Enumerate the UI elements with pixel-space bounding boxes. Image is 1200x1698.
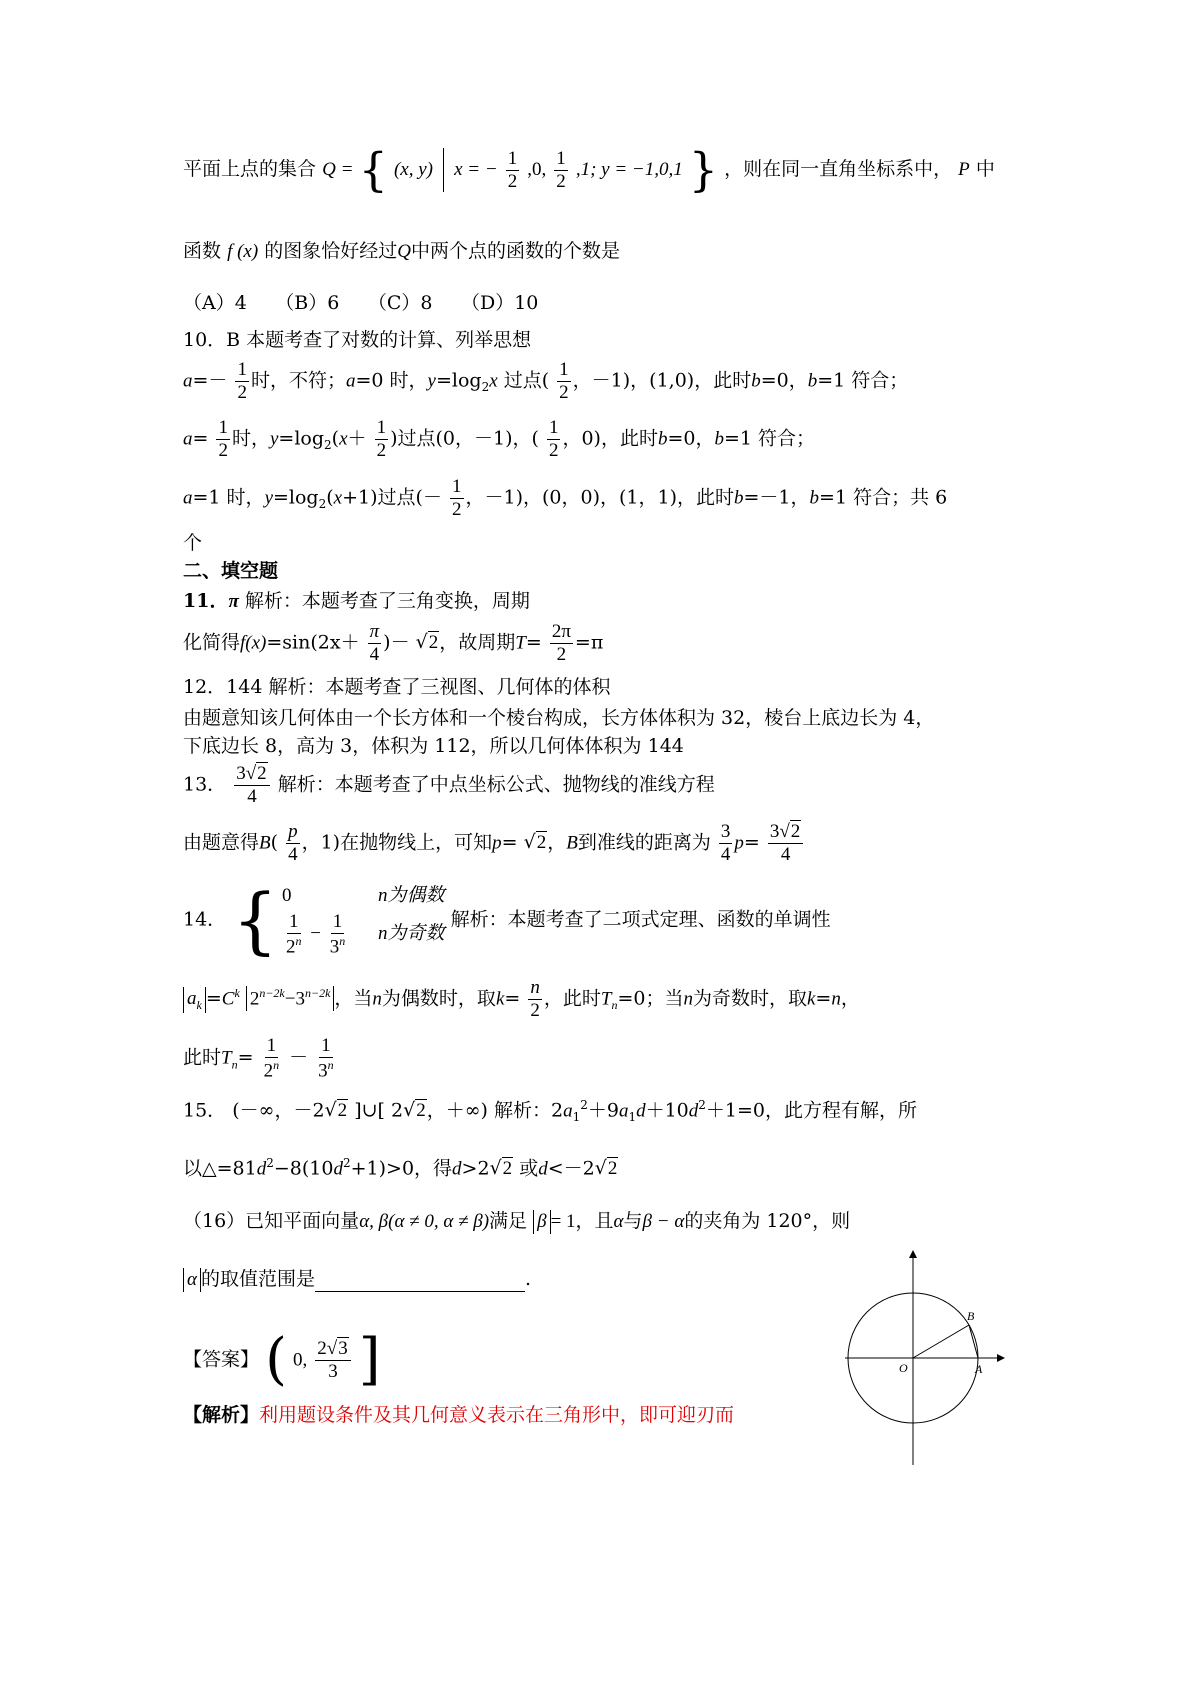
a10-line1: a=－ $\frac{1}{2}$ 时，不符；a=0 时，$y=\log_2x$ 过点( $\frac{1}{2}$ ，－1)，(1,0)，此时b=0，b=1 符合； [183,359,909,403]
fraction: $\frac{1}{2}$ [548,417,559,461]
right-brace: } [688,142,719,197]
segment-OB [913,1325,969,1358]
fraction: $\frac{p}{4}$ [288,821,298,865]
a11-line2: 化简得f(x)=sin(2x＋ $\frac{\pi}{4}$ )－ √2，故周期T= $\frac{2\pi}{2}$ =π [183,621,604,665]
text: ，则在同一直角坐标系中， [724,158,953,180]
fraction: $\frac{3}{4}$ [720,821,731,865]
q9-line2: 函数 f (x) 的图象恰好经过Q中两个点的函数的个数是 [183,240,620,262]
fraction: $\frac{1}{2}$ [376,417,387,461]
answer-blank [315,1273,525,1292]
segment-BA [969,1325,978,1358]
q16-line2: α 的取值范围是 . [183,1268,531,1292]
fraction: $\frac{2\pi}{2}$ [551,621,571,665]
text: P [958,159,970,180]
text: = [341,159,353,180]
fraction: $\frac{1}{2}$ [452,476,462,520]
a10-head: 10．B 本题考查了对数的计算、列举思想 [183,329,532,351]
fraction: $\frac{1}{2}$ [559,359,569,403]
a14-line2: $a_k =C^k$ $2^{n-2k}-3^{n-2k}$ ，当n为偶数时，取k= $\frac{n}{2}$ ，此时$T_n=0$；当n为奇数时，取k=n， [183,978,860,1021]
a11-head: 11．π 解析：本题考查了三角变换，周期 [183,590,530,612]
fraction: $\frac{1}{3^n}$ [318,1035,334,1082]
circle-figure [835,1240,1035,1470]
right-bracket: ] [358,1327,381,1392]
abs-value: $2^{n-2k}-3^{n-2k}$ [246,986,335,1011]
text: x = − [454,159,498,180]
piecewise-cases: { 0 n为偶数 $\frac{1}{2^n}$ − $\frac{1}{3^n}$ n为奇数 [232,877,445,962]
a14-line3: 此时$T_n=$ $\frac{1}{2^n}$ － $\frac{1}{3^n}$ [183,1035,334,1082]
text: (x, y) [393,159,433,180]
fraction: $\frac{\pi}{4}$ [369,621,380,665]
fraction: $\frac{n}{2}$ [530,977,540,1021]
text: ,0, [527,159,547,180]
a12-head: 12．144 解析：本题考查了三视图、几何体的体积 [183,676,611,698]
a15-line1: 15． (－∞，－2√2 ]∪[ 2√2，＋∞) 解析：$2a_1^2+9a_1d+10d^2+1=0$，此方程有解，所 [183,1098,918,1125]
a12-line2: 由题意知该几何体由一个长方体和一个棱台构成，长方体体积为 32，棱台上底边长为 4， [183,707,935,729]
sqrt: √2 [523,831,547,854]
text: 中 [975,158,995,180]
abs-value: α [183,1268,201,1292]
a13-head: 13． $\frac{3√2}{4}$ 解析：本题考查了中点坐标公式、抛物线的准线方程 [183,763,715,807]
fraction: $\frac{1}{2}$ [218,417,228,461]
set-symbol: Q [322,159,336,180]
left-brace: { [358,142,388,197]
sqrt: √2 [415,631,439,654]
fraction: $\frac{1}{2^n}$ [263,1035,280,1082]
q16-answer: 【答案】 ( 0, $\frac{2√3}{3}$ ] [183,1327,381,1392]
section-title: 二、填空题 [183,560,279,582]
abs-value: β [533,1210,550,1234]
label-B: B [967,1309,975,1323]
left-paren: ( [265,1327,287,1392]
abs-value: $a_k$ [183,987,206,1013]
a10-line2: a= $\frac{1}{2}$ 时，$y=\log_2(x+$ $\frac{1}{2}$ )过点(0，－1)，( $\frac{1}{2}$ ，0)，此时b=0，b=1 符合； [183,417,816,461]
q9-options: （A）4 （B）6 （C）8 （D）10 [183,292,539,314]
fraction: $\frac{1}{2}$ [556,147,566,192]
label-O: O [899,1361,908,1375]
fraction: $\frac{3√2}{4}$ [768,822,803,865]
a10-line3: a=1 时，$y=\log_2(x+1)$过点(－ $\frac{1}{2}$ ，－1)，(0，0)，(1，1)，此时b=－1，b=1 符合；共 6 [183,476,948,520]
a13-line2: 由题意得B( $\frac{p}{4}$ ，1)在抛物线上，可知p= √2，B到准线的距离为 $\frac{3}{4}$ p= $\frac{3√2}{4}$ [183,822,805,865]
a10-line4: 个 [183,532,203,554]
q16-analysis: 【解析】利用题设条件及其几何意义表示在三角形中，即可迎刃而 [183,1404,735,1426]
q16-line1: （16）已知平面向量α, β(α ≠ 0, α ≠ β)满足 β = 1，且α与β − α的夹角为 120°，则 [183,1210,851,1232]
fraction: $\frac{1}{2}$ [507,147,518,192]
text: ,1; y = −1,0,1 [575,159,683,180]
fraction: $\frac{1}{2}$ [237,359,247,403]
label-A: A [975,1362,983,1376]
fraction: $\frac{3√2}{4}$ [234,764,269,807]
text: 平面上点的集合 [183,158,317,180]
a14-head: 14． { 0 n为偶数 $\frac{1}{2^n}$ − $\frac{1}{3^n}$ n为奇数 解析：本题考查了二项式定理、函数的单调性 [183,877,831,962]
a12-line3: 下底边长 8，高为 3，体积为 112，所以几何体体积为 144 [183,735,684,757]
a15-line2: 以$\triangle=81d^2-8(10d^2+1)>0$，得d>2√2 或d<－2√2 [183,1156,618,1180]
sqrt: √2 [324,1099,348,1122]
fraction: $\frac{2√3}{3}$ [315,1339,350,1382]
set-divider [443,148,444,192]
q9-line1 [183,142,995,197]
